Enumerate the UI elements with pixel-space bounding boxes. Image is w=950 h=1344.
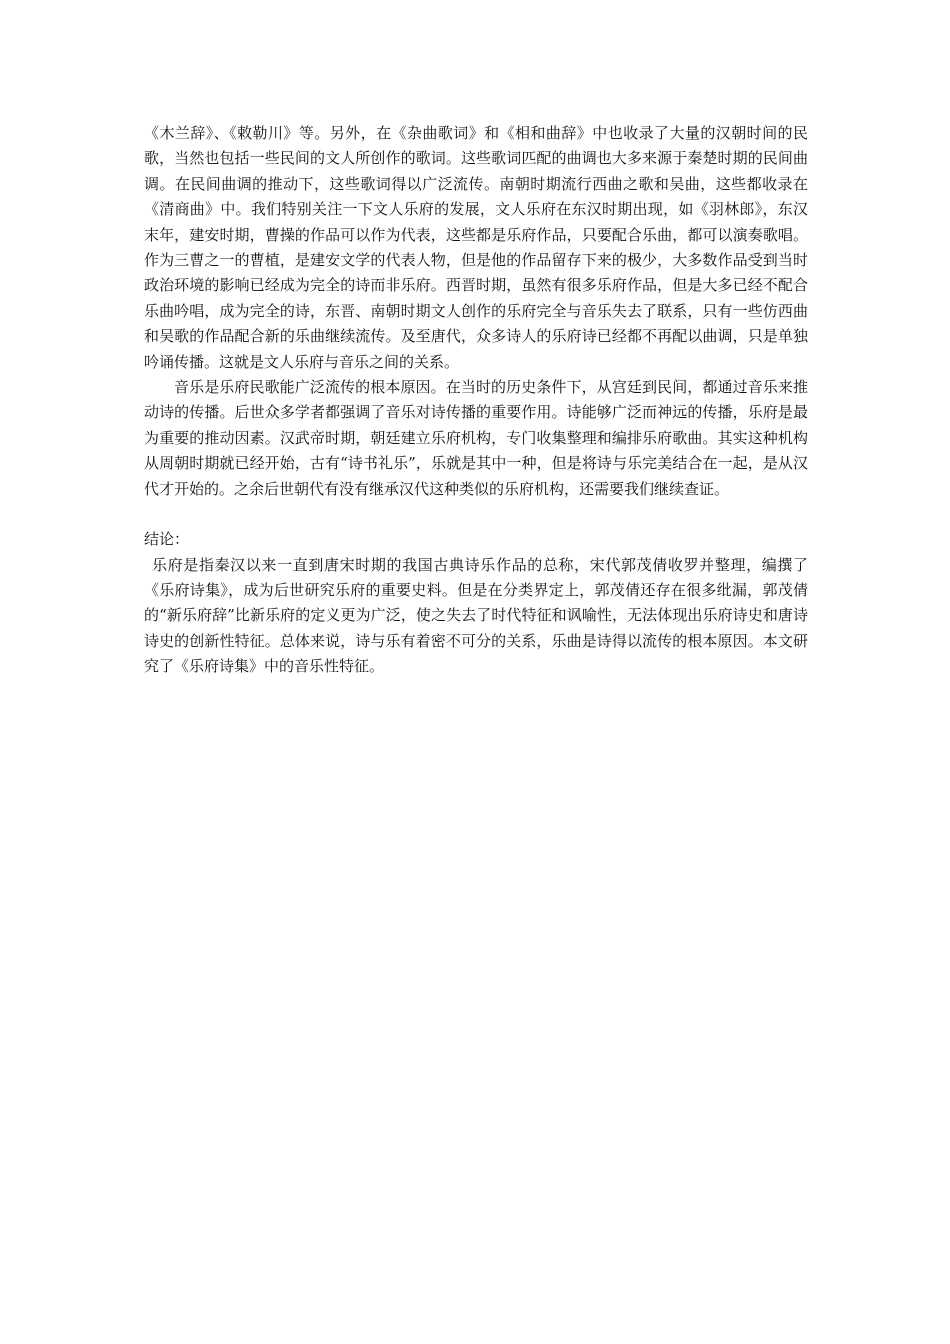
body-paragraph-music: 音乐是乐府民歌能广泛流传的根本原因。在当时的历史条件下，从宫廷到民间，都通过音乐来推动诗的传播。后世众多学者都强调了音乐对诗传播的重要作用。诗能够广泛而神远的传播，乐府是最为重要的推动因素。汉武帝时期，朝廷建立乐府机构，专门收集整理和编排乐府歌曲。其实这种机构从周朝时期就已经开始，古有“诗书礼乐”，乐就是其中一种，但是将诗与乐完美结合在一起，是从汉代才开始的。之余后世朝代有没有继承汉代这种类似的乐府机构，还需要我们继续查证。	[144, 378, 808, 498]
body-paragraph-continued: 《木兰辞》、《敕勒川》等。另外，在《杂曲歌词》和《相和曲辞》中也收录了大量的汉朝时间的民歌，当然也包括一些民间的文人所创作的歌词。这些歌词匹配的曲调也大多来源于秦楚时期的民间曲调。在民间曲调的推动下，这些歌词得以广泛流传。南朝时期流行西曲之歌和吴曲，这些都收录在《清商曲》中。我们特别关注一下文人乐府的发展，文人乐府在东汉时期出现，如《羽林郎》，东汉末年，建安时期，曹操的作品可以作为代表，这些都是乐府作品，只要配合乐曲，都可以演奏歌唱。作为三曹之一的曹植，是建安文学的代表人物，但是他的作品留存下来的极少，大多数作品受到当时政治环境的影响已经成为完全的诗而非乐府。西晋时期，虽然有很多乐府作品，但是大多已经不配合乐曲吟唱，成为完全的诗，东晋、南朝时期文人创作的乐府完全与音乐失去了联系，只有一些仿西曲和吴歌的作品配合新的乐曲继续流传。及至唐代，众多诗人的乐府诗已经都不再配以曲调，只是单独吟诵传播。这就是文人乐府与音乐之间的关系。	[144, 124, 808, 371]
document-body	[144, 121, 808, 680]
conclusion-paragraph: 乐府是指秦汉以来一直到唐宋时期的我国古典诗乐作品的总称，宋代郭茂倩收罗并整理，编撰了《乐府诗集》，成为后世研究乐府的重要史料。但是在分类界定上，郭茂倩还存在很多纰漏，郭茂倩的“新乐府辞”比新乐府的定义更为广泛，使之失去了时代特征和讽喻性，无法体现出乐府诗史和唐诗诗史的创新性特征。总体来说，诗与乐有着密不可分的关系，乐曲是诗得以流传的根本原因。本文研究了《乐府诗集》中的音乐性特征。	[144, 555, 808, 676]
conclusion-heading: 结论：	[144, 530, 190, 549]
paragraph-spacer	[144, 502, 808, 527]
